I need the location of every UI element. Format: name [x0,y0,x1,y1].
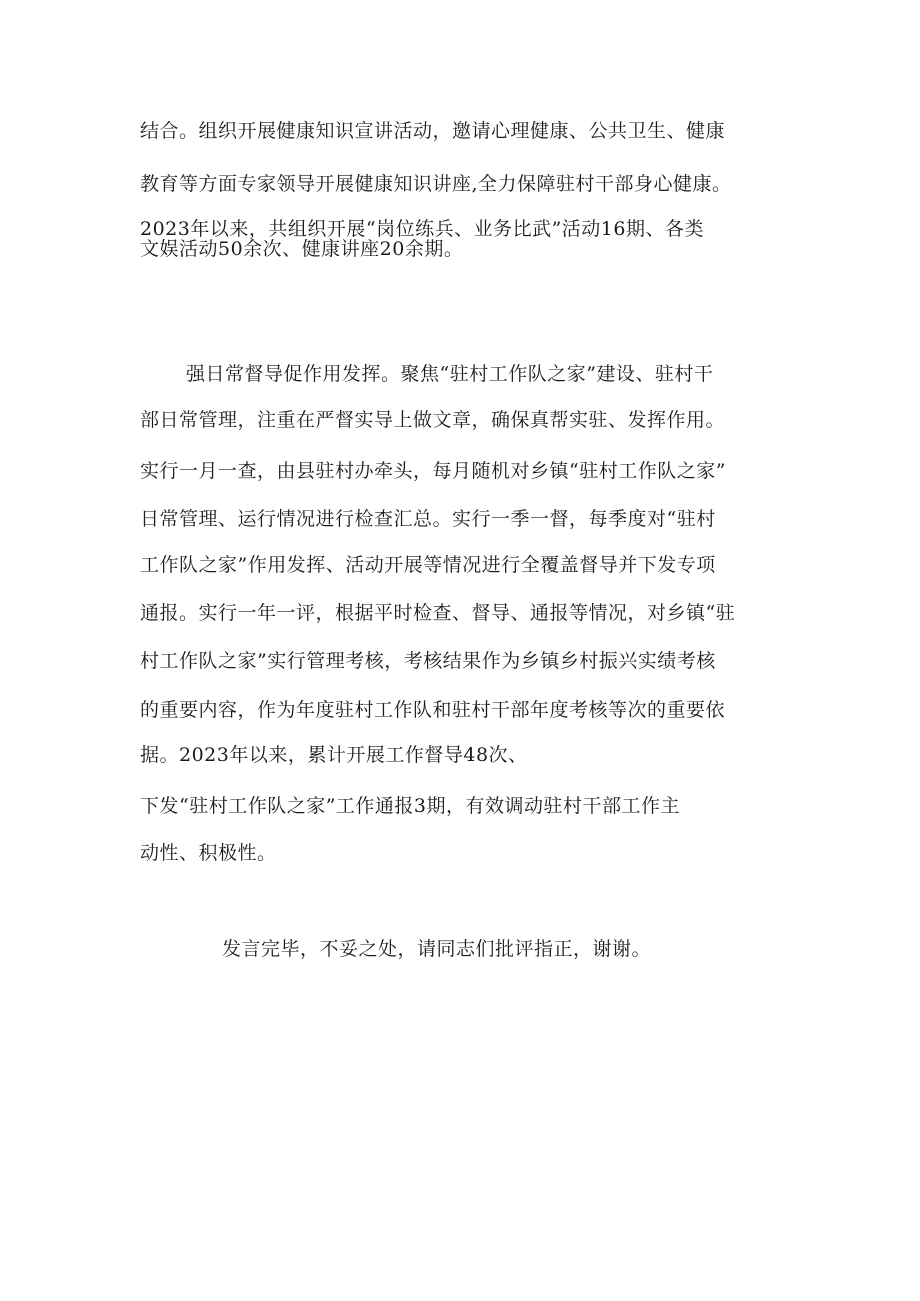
paragraph-2-line-1: 强日常督导促作用发挥。聚焦“驻村工作队之家”建设、驻村干 [186,363,714,385]
paragraph-2-line-11: 动性、积极性。 [140,842,277,864]
paragraph-2-line-9: 据。2023年以来，累计开展工作督导48次、 [140,744,528,766]
closing-remark: 发言完毕，不妥之处，请同志们批评指正，谢谢。 [222,938,652,960]
paragraph-2-line-8: 的重要内容，作为年度驻村工作队和驻村干部年度考核等次的重要依 [140,699,726,721]
paragraph-1-line-2: 教育等方面专家领导开展健康知识讲座,全力保障驻村干部身心健康。 [140,173,732,195]
paragraph-2-line-5: 工作队之家”作用发挥、活动开展等情况进行全覆盖督导并下发专项 [140,554,716,576]
paragraph-2-line-2: 部日常管理，注重在严督实导上做文章，确保真帮实驻、发挥作用。 [140,409,726,431]
paragraph-2-line-6: 通报。实行一年一评，根据平时检查、督导、通报等情况，对乡镇“驻 [140,602,736,624]
paragraph-2-line-4: 日常管理、运行情况进行检查汇总。实行一季一督，每季度对“驻村 [140,508,716,530]
paragraph-1-line-3: 2023年以来，共组织开展“岗位练兵、业务比武”活动16期、各类 [140,218,704,240]
paragraph-1-line-1: 结合。组织开展健康知识宣讲活动，邀请心理健康、公共卫生、健康 [140,120,726,142]
paragraph-1-line-4: 文娱活动50余次、健康讲座20余期。 [140,238,464,260]
paragraph-2-line-3: 实行一月一查，由县驻村办牵头，每月随机对乡镇“驻村工作队之家” [140,460,726,482]
paragraph-2-line-10: 下发“驻村工作队之家”工作通报3期，有效调动驻村干部工作主 [140,795,681,817]
paragraph-2-line-7: 村工作队之家”实行管理考核，考核结果作为乡镇乡村振兴实绩考核 [140,650,716,672]
